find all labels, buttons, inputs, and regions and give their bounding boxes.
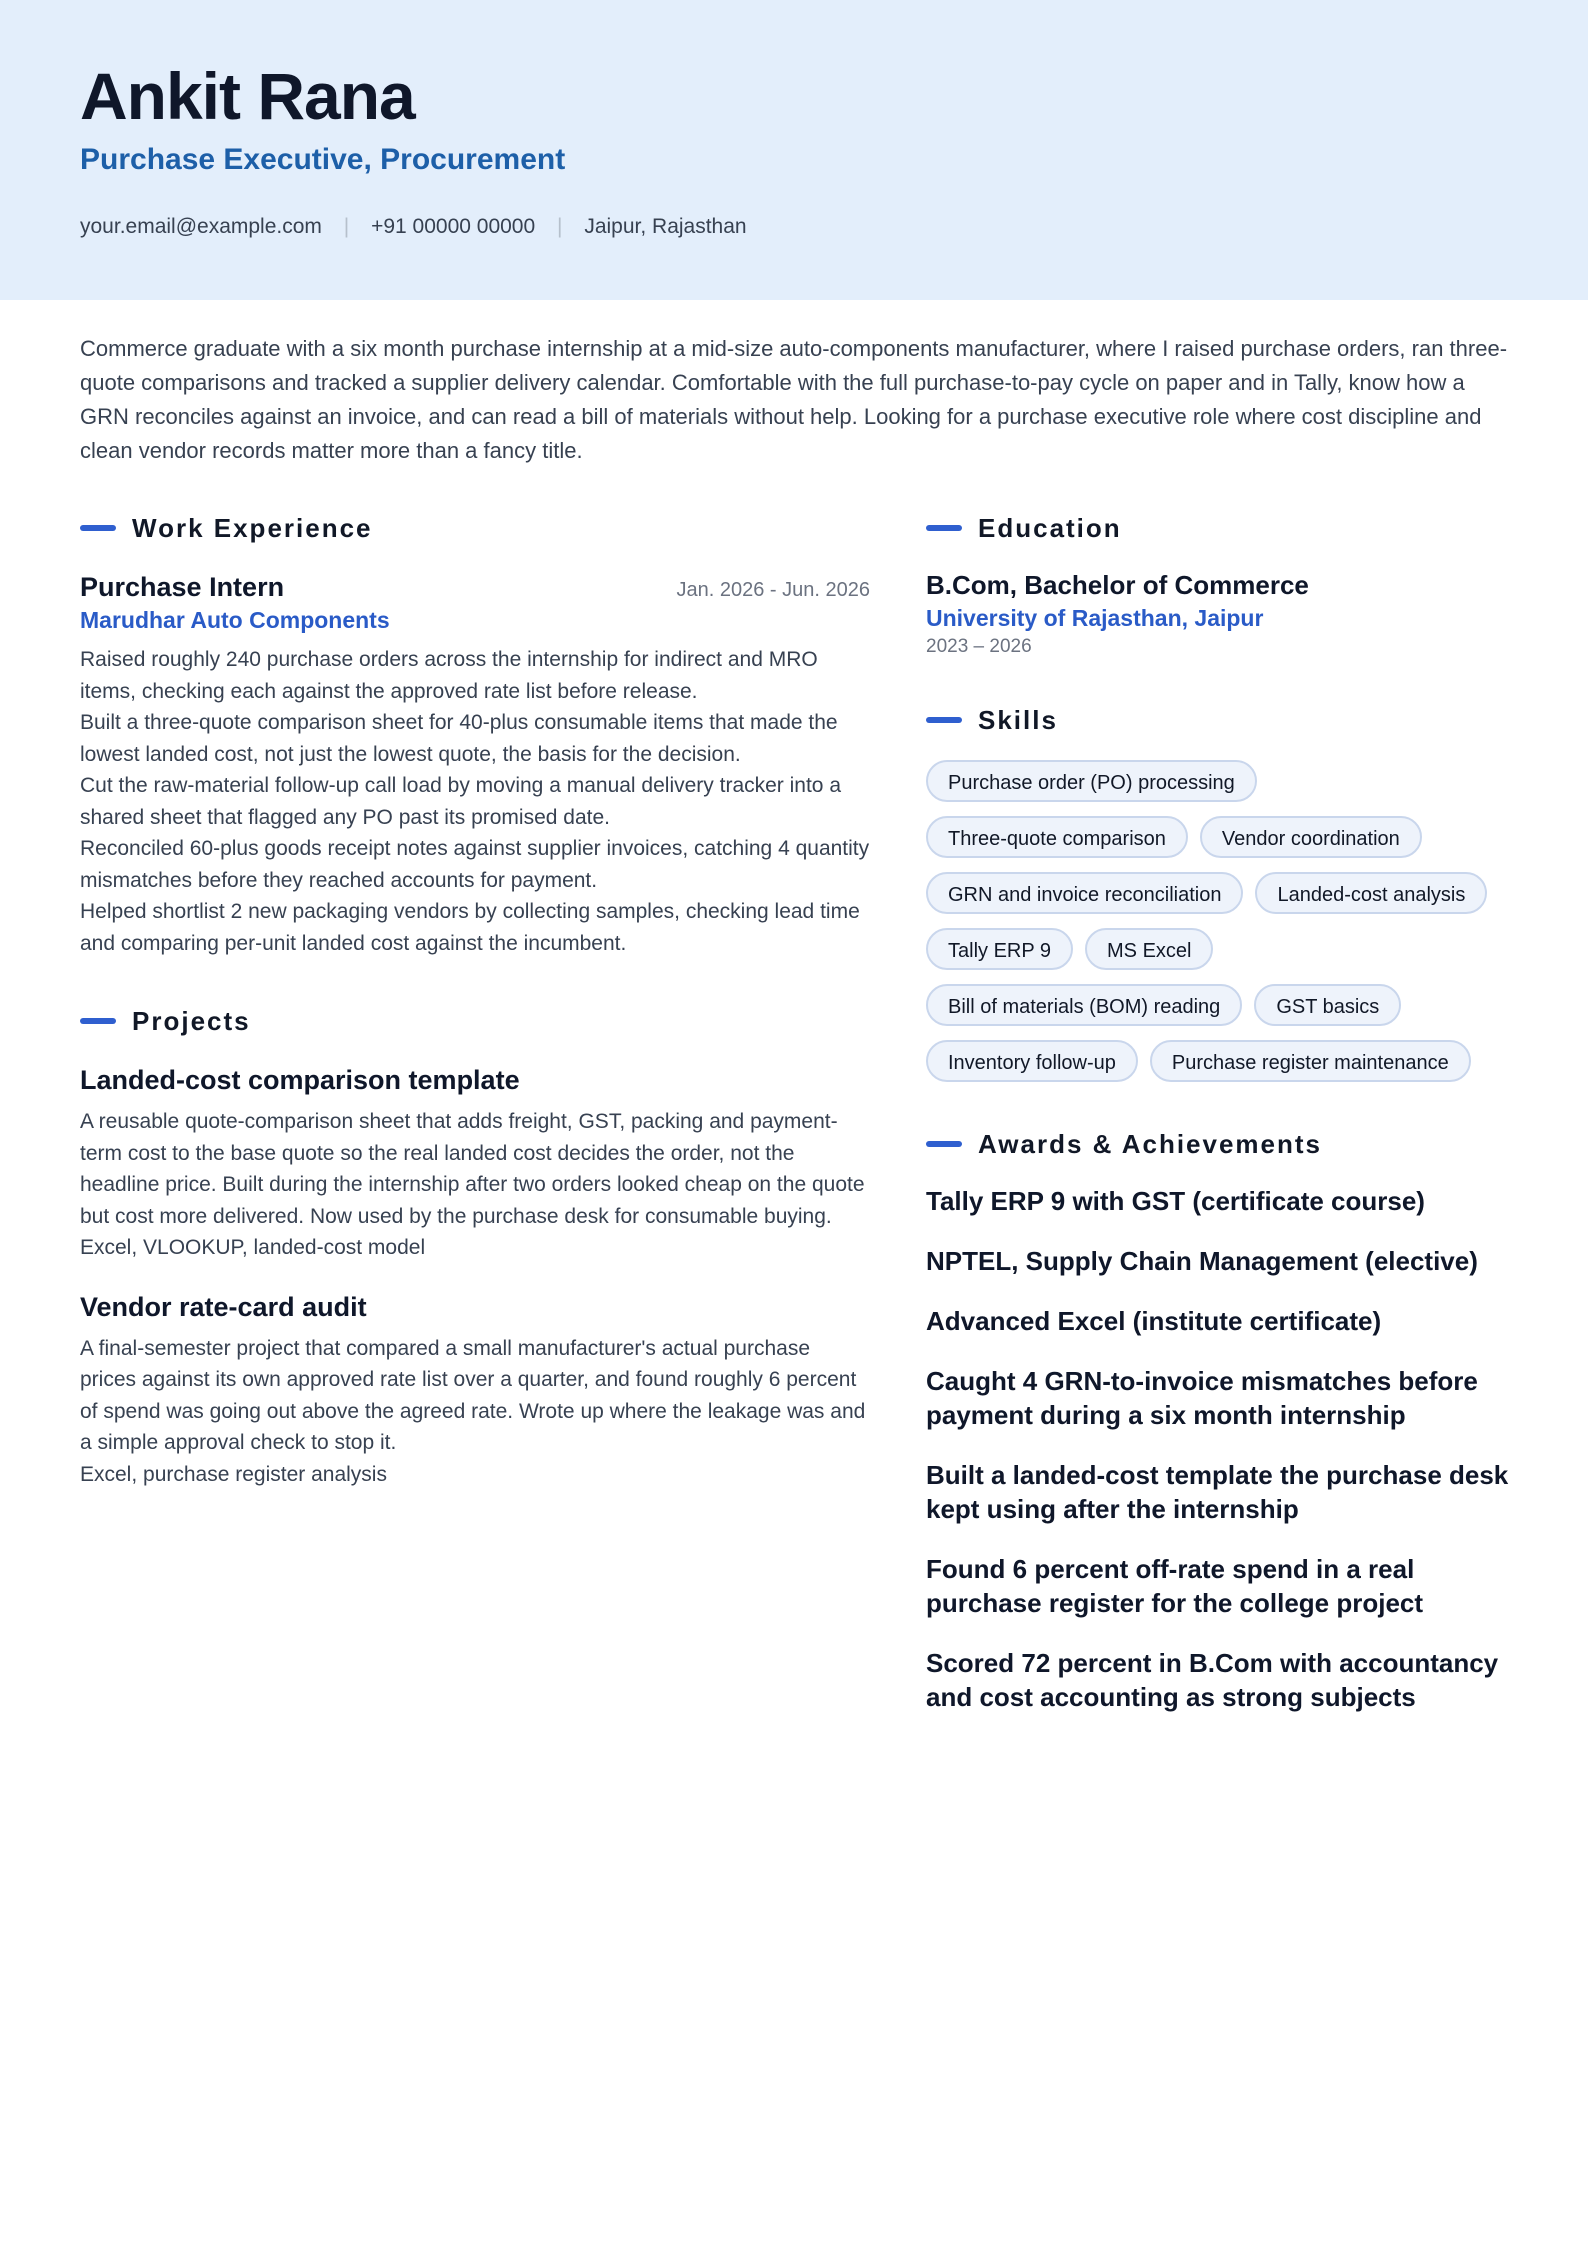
job-bullet: Built a three-quote comparison sheet for 40-plus consumable items that made the lowest landed cost, not just the lowest quote, the basis for the decision. (80, 711, 838, 766)
job-entry (80, 572, 870, 959)
job-bullet: Raised roughly 240 purchase orders across the internship for indirect and MRO items, checking each against the approved rate list before release. (80, 648, 818, 703)
award-item: NPTEL, Supply Chain Management (elective) (926, 1246, 1478, 1276)
section-bar (926, 525, 962, 531)
projects-heading (80, 1003, 870, 1039)
left-column (80, 510, 870, 1490)
work-experience-heading (80, 510, 870, 546)
section-bar (80, 525, 116, 531)
job-bullets (80, 644, 870, 959)
project-entry (80, 1292, 870, 1491)
summary-paragraph: Commerce graduate with a six month purchase internship at a mid-size auto-components manufacturer, where I raised purchase orders, ran three-quote comparisons and tracked a supplier delivery calendar. Comfortable with the full purchase-to-pay cycle on paper and in Tally, know how a GRN reconciles against an invoice, and can read a bill of materials without help. Looking for a purchase executive role where cost discipline and clean vendor records matter more than a fancy title. (80, 336, 1508, 463)
skill-chip: Purchase register maintenance (1150, 1040, 1471, 1082)
contact-line (80, 215, 747, 239)
section-title: Awards & Achievements (978, 1128, 1323, 1159)
section-bar (80, 1018, 116, 1024)
project-description: A reusable quote-comparison sheet that adds freight, GST, packing and payment-term cost to the base quote so the real landed cost decides the order, not the headline price. Built during the internship after two orders looked cheap on the quote but cost more delivered. Now used by the purchase desk for consumable buying. (80, 1110, 865, 1228)
education-school: University of Rajasthan, Jaipur (926, 605, 1264, 631)
section-bar (926, 1141, 962, 1147)
candidate-name: Ankit Rana (80, 59, 415, 133)
skill-chip: MS Excel (1085, 928, 1213, 970)
project-title: Landed-cost comparison template (80, 1065, 520, 1095)
skills-list (926, 760, 1516, 1082)
job-bullet: Helped shortlist 2 new packaging vendors by collecting samples, checking lead time and comparing per-unit landed cost against the incumbent. (80, 900, 860, 955)
job-bullet: Cut the raw-material follow-up call load by moving a manual delivery tracker into a shared sheet that flagged any PO past its promised date. (80, 774, 842, 829)
skill-chip: Vendor coordination (1200, 816, 1422, 858)
section-bar (926, 717, 962, 723)
project-description: A final-semester project that compared a small manufacturer's actual purchase prices against its own approved rate list over a quarter, and found roughly 6 percent of spend was going out above the agreed rate. Wrote up where the leakage was and a simple approval check to stop it. (80, 1336, 866, 1454)
skill-chip: Inventory follow-up (926, 1040, 1138, 1082)
contact-email[interactable]: your.email@example.com (80, 215, 322, 238)
skill-chip: GST basics (1254, 984, 1401, 1026)
skill-chip: Bill of materials (BOM) reading (926, 984, 1242, 1026)
project-entry (80, 1065, 870, 1264)
education-years: 2023 – 2026 (926, 636, 1032, 657)
award-item: Scored 72 percent in B.Com with accountancy and cost accounting as strong subjects (926, 1648, 1499, 1712)
education-degree: B.Com, Bachelor of Commerce (926, 570, 1309, 600)
contact-separator: | (343, 215, 350, 238)
award-item: Tally ERP 9 with GST (certificate course) (926, 1186, 1425, 1216)
section-title: Work Experience (132, 512, 373, 543)
contact-separator: | (557, 215, 563, 238)
job-bullet: Reconciled 60-plus goods receipt notes against supplier invoices, catching 4 quantity mismatches before they reached accounts for payment. (80, 837, 870, 892)
contact-phone[interactable]: +91 00000 00000 (371, 215, 536, 238)
right-column (926, 510, 1516, 1714)
award-item: Found 6 percent off-rate spend in a real purchase register for the college project (926, 1554, 1424, 1618)
awards-list (926, 1184, 1516, 1714)
resume-header (0, 0, 1588, 300)
skill-chip: Landed-cost analysis (1255, 872, 1487, 914)
award-item: Advanced Excel (institute certificate) (926, 1306, 1382, 1336)
contact-location: Jaipur, Rajasthan (584, 215, 747, 238)
section-title: Education (978, 512, 1122, 543)
skill-chip: GRN and invoice reconciliation (926, 872, 1243, 914)
project-title: Vendor rate-card audit (80, 1291, 367, 1322)
skill-chip: Three-quote comparison (926, 816, 1188, 858)
company-name: Marudhar Auto Components (80, 607, 390, 633)
section-title: Projects (132, 1005, 251, 1036)
project-tech: Excel, purchase register analysis (80, 1462, 387, 1486)
award-item: Built a landed-cost template the purchase desk kept using after the internship (926, 1460, 1509, 1524)
section-title: Skills (978, 704, 1058, 735)
skill-chip: Purchase order (PO) processing (926, 760, 1257, 802)
skills-heading (926, 702, 1516, 738)
awards-heading (926, 1126, 1516, 1162)
job-dates: Jan. 2026 - Jun. 2026 (676, 579, 870, 601)
project-tech: Excel, VLOOKUP, landed-cost model (80, 1236, 426, 1259)
award-item: Caught 4 GRN-to-invoice mismatches before payment during a six month internship (926, 1366, 1478, 1430)
education-heading (926, 510, 1516, 546)
candidate-role: Purchase Executive, Procurement (80, 143, 566, 176)
skill-chip: Tally ERP 9 (926, 928, 1073, 970)
job-title: Purchase Intern (80, 572, 285, 602)
